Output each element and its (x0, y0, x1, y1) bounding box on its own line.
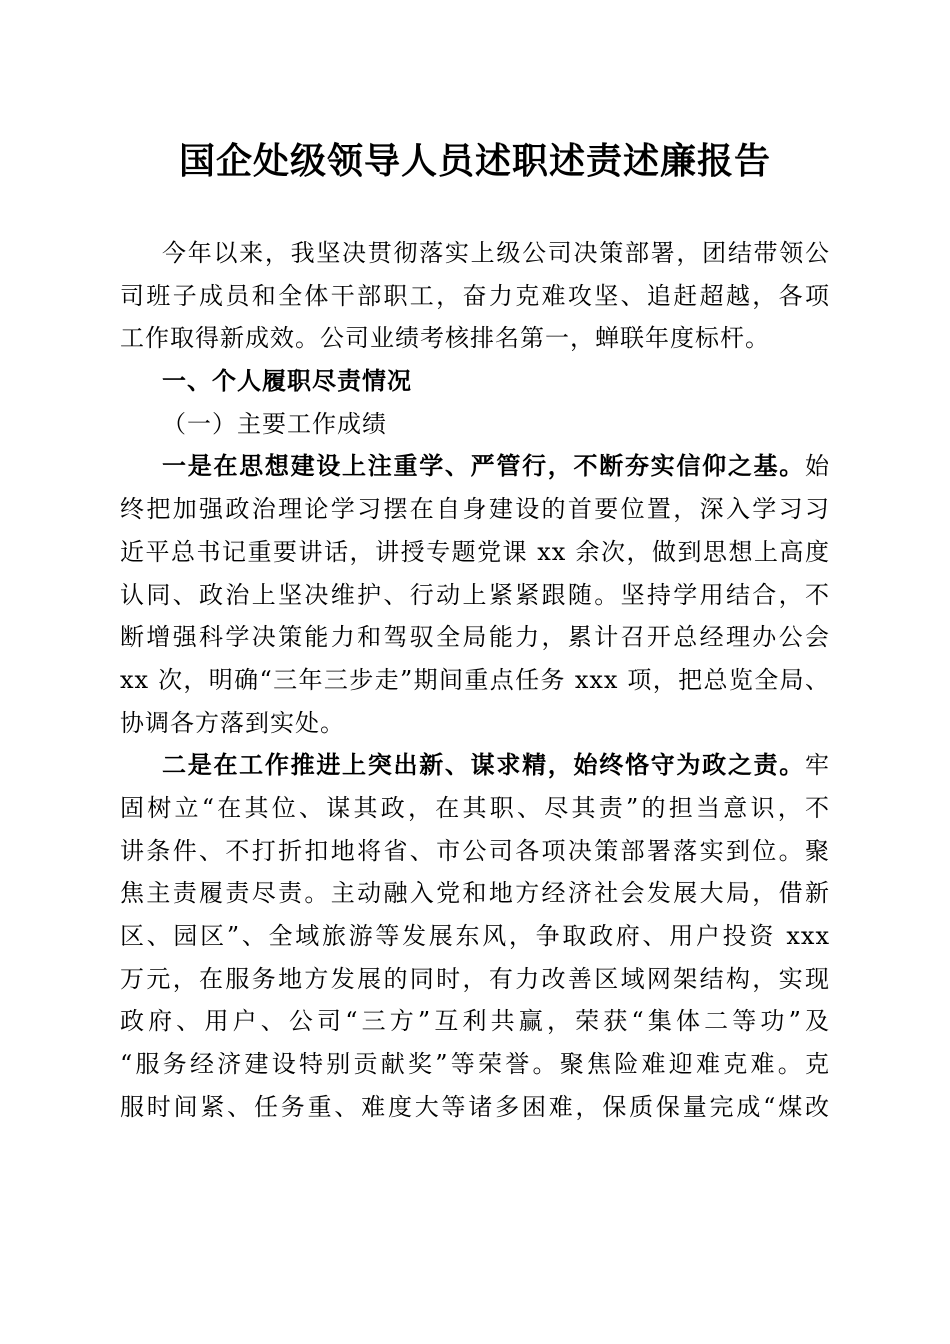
paragraph-line: 固树立“在其位、谋其政，在其职、尽其责”的担当意识，不 (120, 793, 830, 822)
paragraph-line: 今年以来，我坚决贯彻落实上级公司决策部署，团结带领公 (162, 239, 830, 267)
document-title: 国企处级领导人员述职述责述廉报告 (178, 140, 771, 182)
paragraph-line: 断增强科学决策能力和驾驭全局能力，累计召开总经理办公会 (120, 623, 830, 652)
paragraph-line: 政府、用户、公司“三方”互利共赢，荣获“集体二等功”及 (120, 1007, 830, 1036)
subsection-heading: （一）主要工作成绩 (162, 409, 387, 438)
lead-sentence: 一是在思想建设上注重学、严管行，不断夯实信仰之基。 (162, 451, 805, 481)
paragraph-line: 近平总书记重要讲话，讲授专题党课 xx 余次，做到思想上高度 (120, 537, 830, 566)
paragraph-line-tail: 牢 (805, 751, 830, 780)
paragraph-line: 认同、政治上坚决维护、行动上紧紧跟随。坚持学用结合，不 (120, 580, 830, 609)
paragraph-line-tail: 始 (805, 452, 830, 481)
paragraph-line: 协调各方落到实处。 (120, 708, 345, 737)
paragraph-line (120, 445, 830, 488)
lead-sentence: 二是在工作推进上突出新、谋求精，始终恪守为政之责。 (162, 750, 805, 780)
paragraph-line: 工作取得新成效。公司业绩考核排名第一，蝉联年度标杆。 (120, 324, 770, 353)
paragraph-line: 终把加强政治理论学习摆在自身建设的首要位置，深入学习习 (120, 495, 830, 524)
paragraph-line (120, 744, 830, 787)
paragraph-line: 万元，在服务地方发展的同时，有力改善区域网架结构，实现 (120, 964, 830, 993)
paragraph-line: 服时间紧、任务重、难度大等诸多困难，保质保量完成“煤改 (120, 1092, 830, 1121)
document-body (120, 232, 830, 1128)
paragraph-line: 区、园区”、全域旅游等发展东风，争取政府、用户投资 xxx (120, 922, 830, 950)
paragraph-line: “服务经济建设特别贡献奖”等荣誉。聚焦险难迎难克难。克 (120, 1050, 830, 1079)
paragraph-line: 司班子成员和全体干部职工，奋力克难攻坚、追赶超越，各项 (120, 281, 830, 310)
paragraph-line: 焦主责履责尽责。主动融入党和地方经济社会发展大局，借新 (120, 879, 830, 908)
paragraph-line: xx 次，明确“三年三步走”期间重点任务 xxx 项，把总览全局、 (120, 665, 830, 694)
section-heading: 一、个人履职尽责情况 (162, 366, 412, 396)
paragraph-line: 讲条件、不打折扣地将省、市公司各项决策部署落实到位。聚 (120, 836, 830, 865)
